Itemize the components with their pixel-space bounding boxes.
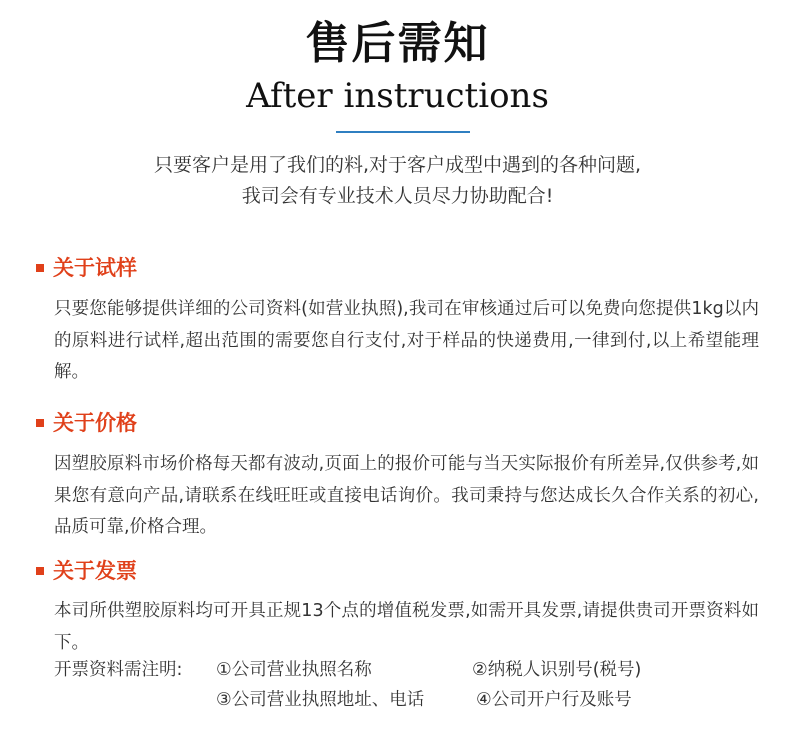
- page-subtitle: After instructions: [246, 76, 549, 116]
- section-invoice-title: 关于发票: [53, 559, 137, 583]
- invoice-note-item: ③公司营业执照地址、电话: [216, 690, 425, 710]
- section-price-title: 关于价格: [53, 411, 137, 435]
- section-invoice-header: [36, 556, 137, 586]
- invoice-note-item: ④公司开户行及账号: [476, 690, 632, 710]
- section-bullet-icon: [36, 567, 44, 575]
- section-sample-title: 关于试样: [53, 256, 137, 280]
- invoice-note-item: ②纳税人识别号(税号): [472, 660, 642, 680]
- invoice-note-item: ①公司营业执照名称: [216, 660, 372, 680]
- section-price-header: [36, 408, 137, 438]
- page-title: 售后需知: [305, 18, 490, 69]
- section-price-body: 因塑胶原料市场价格每天都有波动,页面上的报价可能与当天实际报价有所差异,仅供参考,如果您有意向产品,请联系在线旺旺或直接电话询价。我司秉持与您达成长久合作关系的初心,品质可靠,价格合理。: [54, 454, 759, 537]
- section-bullet-icon: [36, 419, 44, 427]
- section-bullet-icon: [36, 264, 44, 272]
- title-divider: [336, 131, 470, 133]
- invoice-notes-label: 开票资料需注明:: [54, 660, 183, 680]
- intro-text: [0, 150, 795, 212]
- intro-line-1: 只要客户是用了我们的料,对于客户成型中遇到的各种问题,: [153, 154, 642, 176]
- section-sample-header: [36, 253, 137, 283]
- section-invoice-body: 本司所供塑胶原料均可开具正规13个点的增值税发票,如需开具发票,请提供贵司开票资料如下。: [54, 601, 759, 653]
- section-sample-body: 只要您能够提供详细的公司资料(如营业执照),我司在审核通过后可以免费向您提供1kg以内的原料进行试样,超出范围的需要您自行支付,对于样品的快递费用,一律到付,以上希望能理解。: [54, 299, 759, 382]
- intro-line-2: 我司会有专业技术人员尽力协助配合!: [241, 185, 554, 207]
